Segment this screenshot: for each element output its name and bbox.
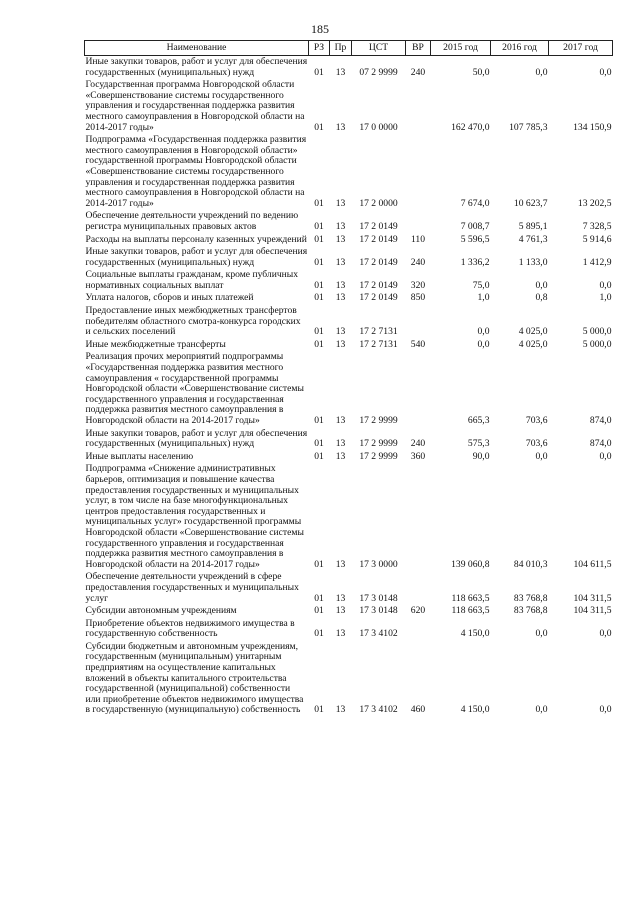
table-row	[85, 571, 613, 605]
table-row	[85, 351, 613, 427]
row-name: Обеспечение деятельности учреждений по ведению регистра муниципальных правовых актов	[85, 210, 299, 232]
row-cst: 17 2 9999	[359, 415, 398, 426]
row-2015: 1 336,2	[460, 256, 490, 268]
row-2016: 703,6	[525, 438, 548, 450]
row-pr: 13	[335, 220, 346, 232]
row-rz: 01	[314, 220, 324, 232]
row-2016: 1 133,0	[518, 256, 548, 268]
row-2016: 5 895,1	[518, 220, 548, 232]
row-vr: 460	[410, 704, 426, 716]
row-cst: 07 2 9999	[359, 66, 398, 78]
row-cst: 17 3 0148	[359, 592, 398, 604]
row-2016: 4 025,0	[518, 338, 548, 350]
row-rz: 01	[314, 233, 324, 245]
table-row	[85, 618, 613, 641]
header-name: Наименование	[85, 41, 309, 56]
page-number: 185	[311, 22, 329, 36]
row-vr: 320	[410, 279, 426, 291]
row-cst: 17 2 9999	[359, 450, 398, 462]
header-vr: ВР	[406, 41, 431, 56]
row-2016: 0,0	[535, 704, 548, 716]
row-2016: 0,0	[535, 628, 548, 640]
row-2015: 7 008,7	[460, 220, 490, 232]
table-row	[85, 269, 613, 292]
table-row	[85, 134, 613, 210]
table-row	[85, 234, 613, 247]
header-cst: ЦСТ	[352, 41, 406, 56]
row-2015: 1,0	[477, 292, 490, 304]
row-name: Субсидии бюджетным и автономным учреждениям, государственным (муниципальным) унитарным предприятиям на осуществление капитальных вложений в объекты капитального строительства государственной (муниципальной) собственности или приобретение объектов недвижимого имущества в государственную (муниципальную) собственность	[85, 640, 304, 716]
row-name: Иные закупки товаров, работ и услуг для обеспечения государственных (муниципальных) нужд	[85, 56, 308, 78]
row-cst: 17 3 4102	[359, 628, 398, 640]
row-pr: 13	[335, 558, 346, 570]
row-2017: 104 611,5	[573, 558, 612, 570]
row-2017: 874,0	[589, 415, 612, 426]
row-2016: 4 761,3	[518, 233, 548, 245]
row-2017: 7 328,5	[582, 220, 612, 232]
table-header-row	[85, 41, 613, 56]
row-pr: 13	[335, 197, 346, 209]
row-cst: 17 2 0149	[359, 279, 398, 291]
row-name: Расходы на выплаты персоналу казенных учреждений	[85, 233, 307, 245]
row-2017: 1 412,9	[582, 256, 612, 268]
row-vr	[406, 210, 431, 233]
row-2017: 5 000,0	[582, 326, 612, 338]
row-name: Иные межбюджетные трансферты	[85, 338, 226, 350]
row-2015: 139 060,8	[451, 558, 490, 570]
row-2017: 0,0	[599, 450, 612, 462]
row-cst: 17 3 4102	[359, 704, 398, 716]
row-cst: 17 2 0149	[359, 292, 398, 304]
row-name: Обеспечение деятельности учреждений в сфере предоставления государственных и муниципальных услуг	[85, 571, 299, 604]
row-2017: 5 914,6	[582, 233, 612, 245]
row-name: Иные закупки товаров, работ и услуг для обеспечения государственных (муниципальных) нужд	[85, 246, 308, 268]
table-row	[85, 246, 613, 269]
row-rz: 01	[314, 438, 324, 450]
row-name: Социальные выплаты гражданам, кроме публичных нормативных социальных выплат	[85, 269, 299, 291]
row-2017: 104 311,5	[573, 592, 612, 604]
row-2015: 90,0	[472, 450, 490, 462]
row-rz: 01	[314, 197, 324, 209]
row-name: Государственная программа Новгородской области «Совершенствование системы государственного управления и государственная поддержка развития местного самоуправления в Новгородской области на 2014-2017 годы»	[85, 79, 305, 133]
row-pr: 13	[335, 605, 346, 617]
row-rz: 01	[314, 292, 324, 304]
row-pr: 13	[335, 256, 346, 268]
row-rz: 01	[314, 605, 324, 617]
row-2016: 107 785,3	[509, 121, 548, 133]
row-rz: 01	[314, 121, 324, 133]
row-name: Субсидии автономным учреждениям	[85, 605, 237, 617]
table-row	[85, 210, 613, 233]
table-body	[85, 56, 613, 718]
row-name: Приобретение объектов недвижимого имущества в государственную собственность	[85, 617, 295, 640]
row-rz: 01	[314, 66, 324, 78]
row-2016: 0,0	[535, 450, 548, 462]
row-2015: 162 470,0	[451, 121, 490, 133]
row-cst: 17 3 0000	[359, 558, 398, 570]
row-2015: 118 663,5	[451, 592, 490, 604]
row-pr: 13	[335, 438, 346, 450]
row-2015: 75,0	[472, 279, 490, 291]
header-2016: 2016 год	[491, 41, 549, 56]
row-pr: 13	[335, 66, 346, 78]
row-cst: 17 2 0000	[359, 197, 398, 209]
row-pr: 13	[335, 628, 346, 640]
row-cst: 17 2 7131	[359, 326, 398, 338]
row-2015: 5 596,5	[460, 233, 490, 245]
row-cst: 17 2 7131	[359, 338, 398, 350]
row-2017: 104 311,5	[573, 605, 612, 617]
row-2017: 0,0	[599, 279, 612, 291]
row-cst: 17 2 0149	[359, 256, 398, 268]
row-pr: 13	[335, 450, 346, 462]
row-name: Подпрограмма «Снижение административных барьеров, оптимизация и повышение качества предоставления государственных и муниципальных услуг, в том числе на базе многофункциональных центров предоставления государственных и муниципальных услуг» государственной программы Новгородской области «Совершенствование системы государственного управления и государственная поддержка развития местного самоуправления в Новгородской области на 2014-2017 годы»	[85, 463, 304, 570]
row-2015: 118 663,5	[451, 605, 490, 617]
table-row	[85, 56, 613, 80]
table-row	[85, 305, 613, 339]
row-name: Иные выплаты населению	[85, 450, 194, 462]
table-row	[85, 605, 613, 618]
row-cst: 17 3 0148	[359, 605, 398, 617]
row-vr: 620	[410, 605, 426, 617]
row-pr: 13	[335, 415, 346, 426]
row-2015: 50,0	[472, 66, 490, 78]
row-pr: 13	[335, 592, 346, 604]
row-vr: 850	[410, 292, 426, 304]
row-pr: 13	[335, 292, 346, 304]
row-pr: 13	[335, 704, 346, 716]
row-cst: 17 2 9999	[359, 438, 398, 450]
table-row	[85, 428, 613, 451]
header-rz: РЗ	[309, 41, 330, 56]
row-vr	[406, 79, 431, 134]
table-row	[85, 463, 613, 571]
row-2016: 0,0	[535, 66, 548, 78]
row-vr: 360	[410, 450, 426, 462]
row-rz: 01	[314, 450, 324, 462]
row-pr: 13	[335, 279, 346, 291]
row-pr: 13	[335, 121, 346, 133]
row-pr: 13	[335, 338, 346, 350]
header-2017: 2017 год	[549, 41, 613, 56]
row-2016: 10 623,7	[513, 197, 548, 209]
row-rz: 01	[314, 558, 324, 570]
row-name: Иные закупки товаров, работ и услуг для обеспечения государственных (муниципальных) нужд	[85, 427, 308, 450]
row-2015: 0,0	[477, 326, 490, 338]
row-vr	[406, 571, 431, 605]
row-2015: 4 150,0	[460, 628, 490, 640]
row-cst: 17 0 0000	[359, 121, 398, 133]
row-2015: 4 150,0	[460, 704, 490, 716]
row-2017: 874,0	[589, 438, 612, 450]
row-rz: 01	[314, 338, 324, 350]
row-cst: 17 2 0149	[359, 233, 398, 245]
row-2017: 0,0	[599, 704, 612, 716]
row-2017: 0,0	[599, 66, 612, 78]
header-pr: Пр	[330, 41, 352, 56]
row-name: Уплата налогов, сборов и иных платежей	[85, 292, 254, 304]
row-2017: 13 202,5	[577, 197, 612, 209]
row-pr: 13	[335, 233, 346, 245]
header-2015: 2015 год	[431, 41, 491, 56]
row-vr	[406, 305, 431, 339]
row-2016: 83 768,8	[513, 605, 548, 617]
row-vr: 110	[410, 233, 426, 245]
row-vr	[406, 463, 431, 571]
row-rz: 01	[314, 326, 324, 338]
row-2016: 84 010,3	[513, 558, 548, 570]
row-name: Подпрограмма «Государственная поддержка развития местного самоуправления в Новгородской области» государственной программы Новгородской области «Совершенствование системы государственного управления и государственная поддержка развития местного самоуправления в Новгородской области на 2014-2017 годы»	[85, 134, 307, 209]
row-2017: 134 150,9	[573, 121, 612, 133]
row-2017: 0,0	[599, 628, 612, 640]
table-row	[85, 79, 613, 134]
row-vr: 240	[410, 66, 426, 78]
row-vr: 540	[410, 338, 426, 350]
row-vr	[406, 351, 431, 427]
table-row	[85, 641, 613, 717]
row-2016: 0,0	[535, 279, 548, 291]
budget-table	[84, 40, 613, 717]
row-rz: 01	[314, 704, 324, 716]
row-rz: 01	[314, 256, 324, 268]
row-2015: 665,3	[467, 415, 490, 426]
row-2015: 7 674,0	[460, 197, 490, 209]
row-2016: 83 768,8	[513, 592, 548, 604]
row-vr	[406, 134, 431, 210]
table-row	[85, 451, 613, 464]
row-vr: 240	[410, 256, 426, 268]
row-2017: 1,0	[599, 292, 612, 304]
row-2016: 4 025,0	[518, 326, 548, 338]
row-rz: 01	[314, 415, 324, 426]
table-row	[85, 339, 613, 352]
row-2015: 575,3	[467, 438, 490, 450]
row-name: Реализация прочих мероприятий подпрограммы «Государственная поддержка развития местного самоуправления « государственной программы Новгородской области «Совершенствование системы государственного управления и государственная поддержка развития местного самоуправления в Новгородской области на 2014-2017 годы»	[85, 351, 304, 426]
row-vr	[406, 618, 431, 641]
row-rz: 01	[314, 592, 324, 604]
row-rz: 01	[314, 628, 324, 640]
row-rz: 01	[314, 279, 324, 291]
row-2016: 703,6	[525, 415, 548, 426]
row-pr: 13	[335, 326, 346, 338]
row-vr: 240	[410, 438, 426, 450]
row-name: Предоставление иных межбюджетных трансфертов победителям областного смотра-конкурса городских и сельских поселений	[85, 305, 301, 338]
row-cst: 17 2 0149	[359, 220, 398, 232]
row-2017: 5 000,0	[582, 338, 612, 350]
row-2016: 0,8	[535, 292, 548, 304]
table-row	[85, 292, 613, 305]
row-2015: 0,0	[477, 338, 490, 350]
